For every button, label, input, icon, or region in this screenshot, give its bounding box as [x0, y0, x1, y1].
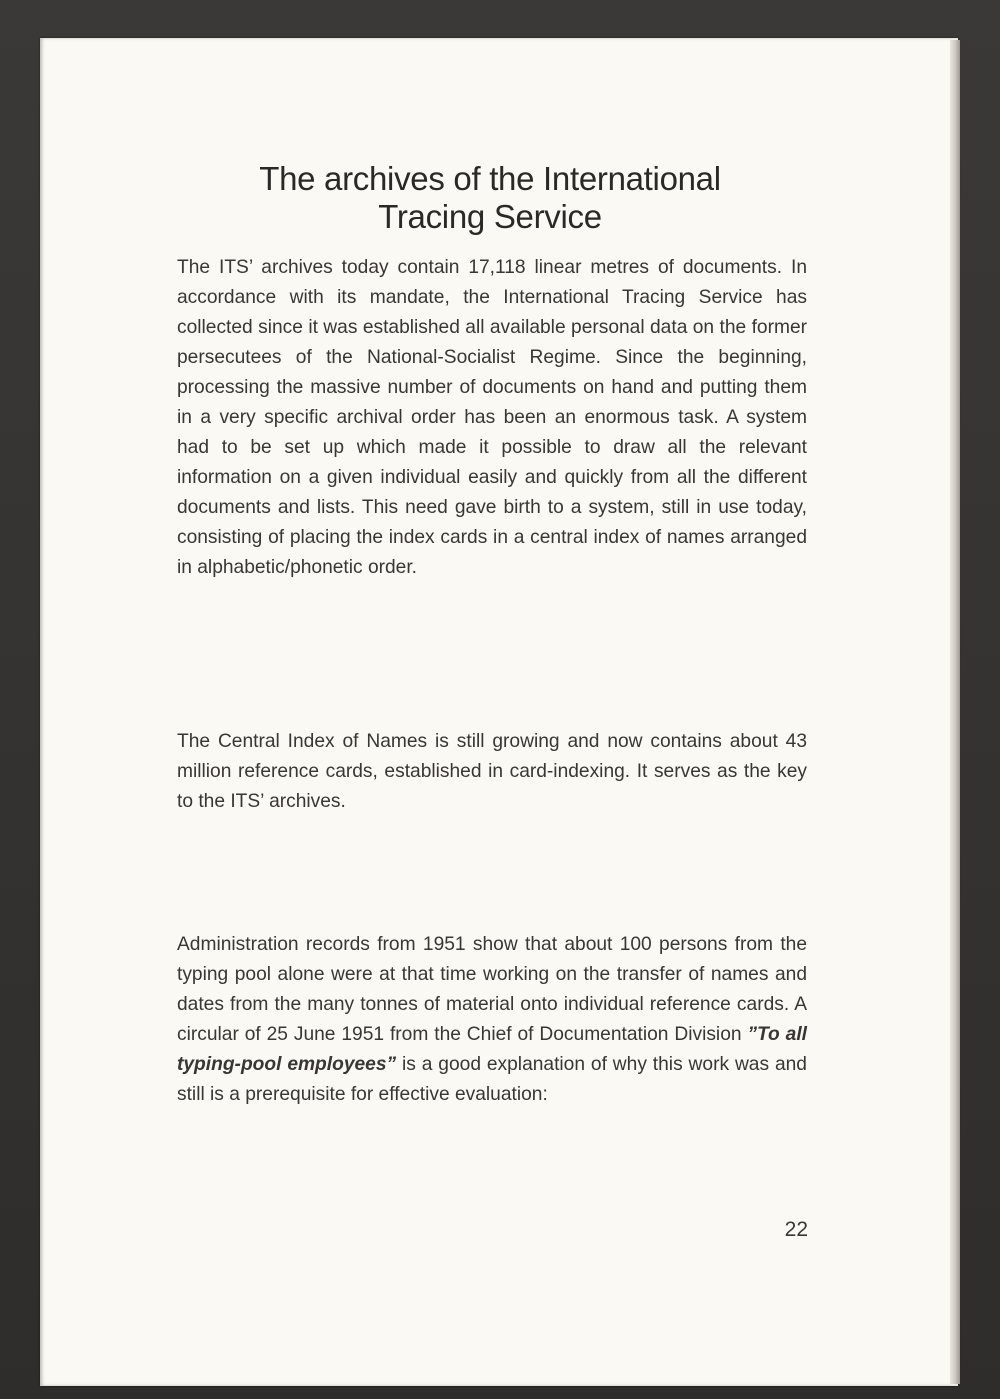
- title-line-1: The archives of the International: [259, 160, 721, 197]
- page-edge: [950, 40, 960, 1384]
- paragraph-3-text-end: is a good explanation of why this work was and still is a prerequisite for effective evaluation:: [177, 1054, 807, 1105]
- document-page: [40, 38, 958, 1386]
- title-line-2: Tracing Service: [378, 198, 602, 235]
- paragraph-3-text-start: Administration records from 1951 show that about 100 persons from the typing pool alone were at that time working on the transfer of names and dates from the many tonnes of material onto individual reference cards. A circular of 25 June 1951 from the Chief of Documentation Division: [177, 934, 807, 1045]
- paragraph-archives-overview: The ITS’ archives today contain 17,118 linear metres of documents. In accordance with its mandate, the International Tracing Service has collected since it was established all available personal data on the former persecutees of the National-Socialist Regime. Since the beginning, processing the massive number of documents on hand and putting them in a very specific archival order has been an enormous task. A system had to be set up which made it possible to draw all the relevant information on a given individual easily and quickly from all the different documents and lists. This need gave birth to a system, still in use today, consisting of placing the index cards in a central index of names arranged in alphabetic/phonetic order.: [177, 257, 807, 578]
- paragraph-administration-records: [177, 930, 807, 1110]
- page-number: 22: [784, 1218, 808, 1241]
- page-title: [140, 160, 840, 236]
- circular-title: ”To all typing-pool employees”: [177, 1024, 807, 1075]
- paragraph-central-index: The Central Index of Names is still growing and now contains about 43 million reference cards, established in card-indexing. It serves as the key to the ITS’ archives.: [177, 731, 807, 812]
